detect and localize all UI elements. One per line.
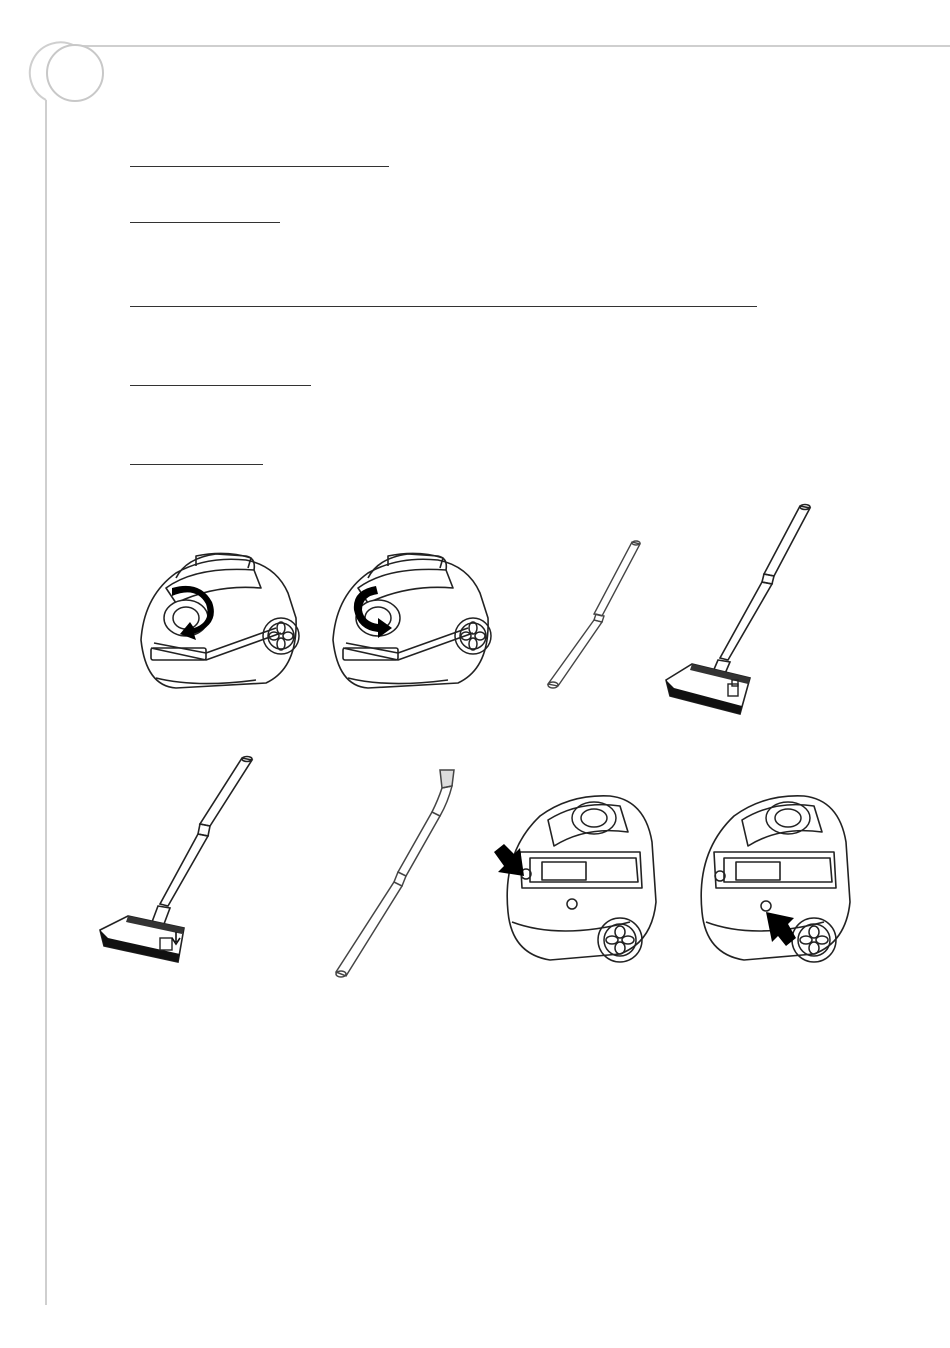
page-number-badge xyxy=(47,45,103,101)
tube-brush-attach-figure xyxy=(98,752,260,974)
heading-rule-2 xyxy=(130,222,280,223)
tube-with-floor-brush-figure xyxy=(664,500,824,722)
telescopic-tube-figure xyxy=(540,538,650,690)
tube-with-hose-handle-figure xyxy=(330,766,462,982)
heading-rule-3 xyxy=(130,306,757,307)
arrow-right-icon xyxy=(494,844,524,876)
vacuum-cover-close-figure xyxy=(328,548,498,696)
heading-rule-1 xyxy=(130,166,389,167)
vacuum-left-button-figure xyxy=(490,792,660,972)
vacuum-right-button-figure xyxy=(692,792,862,972)
heading-rule-4 xyxy=(130,385,311,386)
heading-rule-5 xyxy=(130,464,263,465)
vacuum-cover-open-figure xyxy=(136,548,306,696)
